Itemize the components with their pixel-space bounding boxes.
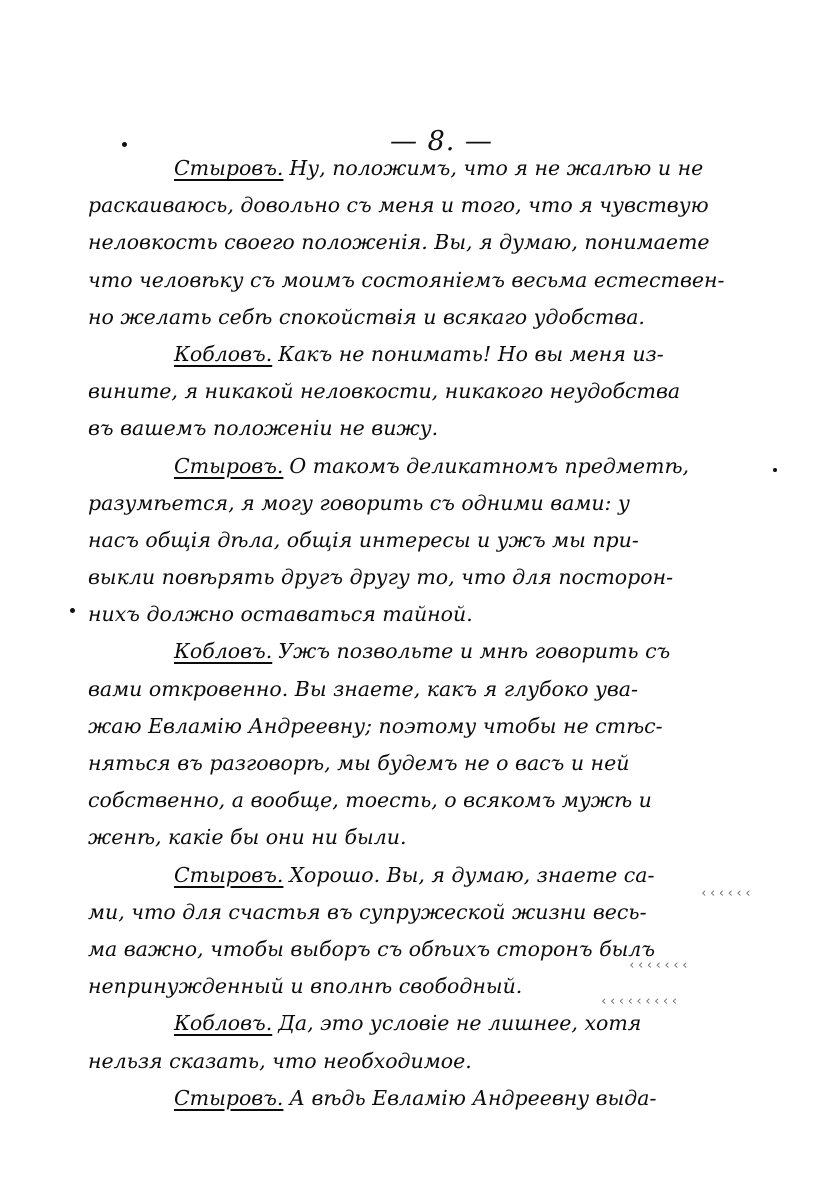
speaker-name: Кобловъ.	[174, 341, 273, 366]
manuscript-line	[88, 448, 766, 485]
line-text: А вѣдь Евламію Андреевну выда-	[289, 1085, 657, 1110]
manuscript-line	[88, 1005, 766, 1042]
page-number: — 8. —	[390, 126, 493, 157]
line-text: что человѣку съ моимъ состояніемъ весьма естествен-	[88, 267, 725, 292]
manuscript-line	[88, 857, 766, 894]
manuscript-line	[88, 782, 766, 819]
scan-noise: ‹‹‹‹‹‹‹	[628, 958, 690, 973]
line-text: женѣ, какіе бы они ни были.	[88, 825, 407, 850]
manuscript-line	[88, 1080, 766, 1117]
line-text: раскаиваюсь, довольно съ меня и того, что я чувствую	[88, 193, 709, 218]
line-text: въ вашемъ положеніи не вижу.	[88, 416, 439, 441]
manuscript-line	[88, 522, 766, 559]
scan-noise: ‹‹‹‹‹‹‹‹‹	[600, 994, 680, 1009]
manuscript-line	[88, 187, 766, 224]
line-text: выкли повѣрять другъ другу то, что для посторон-	[88, 565, 674, 590]
manuscript-line	[88, 559, 766, 596]
line-text: вами откровенно. Вы знаете, какъ я глубоко ува-	[88, 676, 638, 701]
manuscript-line	[88, 336, 766, 373]
line-text: нельзя сказать, что необходимое.	[88, 1048, 472, 1073]
speaker-name: Кобловъ.	[174, 639, 273, 664]
ink-speck	[70, 608, 75, 613]
line-text: Ну, положимъ, что я не жалѣю и не	[289, 156, 704, 180]
manuscript-line	[88, 150, 766, 187]
line-text: ми, что для счастья въ супружеской жизни весь-	[88, 899, 647, 924]
manuscript-line	[88, 410, 766, 447]
speaker-name: Стыровъ.	[174, 1085, 284, 1110]
line-text: жаю Евламію Андреевну; поэтому чтобы не стѣс-	[88, 713, 663, 738]
line-text: Какъ не понимать! Но вы меня из-	[278, 341, 664, 366]
manuscript-line	[88, 894, 766, 931]
manuscript-line	[88, 485, 766, 522]
line-text: неловкость своего положенія. Вы, я думаю, понимаете	[88, 230, 710, 255]
manuscript-line	[88, 819, 766, 856]
ink-speck	[122, 142, 127, 147]
line-text: Ужъ позвольте и мнѣ говорить съ	[278, 639, 671, 664]
line-text: разумѣется, я могу говорить съ одними вами: у	[88, 490, 630, 515]
speaker-name: Стыровъ.	[174, 862, 284, 887]
manuscript-line	[88, 224, 766, 261]
line-text: нихъ должно оставаться тайной.	[88, 602, 473, 627]
manuscript-line	[88, 596, 766, 633]
manuscript-line	[88, 671, 766, 708]
speaker-name: Кобловъ.	[174, 1011, 273, 1036]
speaker-name: Стыровъ.	[174, 453, 284, 478]
line-text: О такомъ деликатномъ предметѣ,	[289, 453, 690, 478]
line-text: насъ общія дѣла, общія интересы и ужъ мы при-	[88, 527, 639, 552]
line-text: собственно, а вообще, тоесть, о всякомъ мужѣ и	[88, 788, 652, 813]
manuscript-line	[88, 373, 766, 410]
line-text: но желать себѣ спокойствія и всякаго удобства.	[88, 304, 645, 329]
line-text: Да, это условіе не лишнее, хотя	[278, 1011, 642, 1036]
line-text: вините, я никакой неловкости, никакого неудобства	[88, 379, 681, 404]
line-text: няться въ разговорѣ, мы будемъ не о васъ и ней	[88, 751, 630, 775]
scan-noise: ‹‹‹‹‹‹	[700, 886, 753, 901]
manuscript-line	[88, 708, 766, 745]
line-text: непринужденный и вполнѣ свободный.	[88, 974, 523, 999]
line-text: ма важно, чтобы выборъ съ обѣихъ сторонъ былъ	[88, 936, 655, 961]
line-text: Хорошо. Вы, я думаю, знаете са-	[289, 862, 655, 887]
manuscript-line	[88, 299, 766, 336]
manuscript-line	[88, 1043, 766, 1080]
manuscript-line	[88, 745, 766, 782]
speaker-name: Стыровъ.	[174, 156, 284, 180]
ink-speck	[773, 468, 777, 472]
manuscript-line	[88, 262, 766, 299]
manuscript-line	[88, 633, 766, 670]
